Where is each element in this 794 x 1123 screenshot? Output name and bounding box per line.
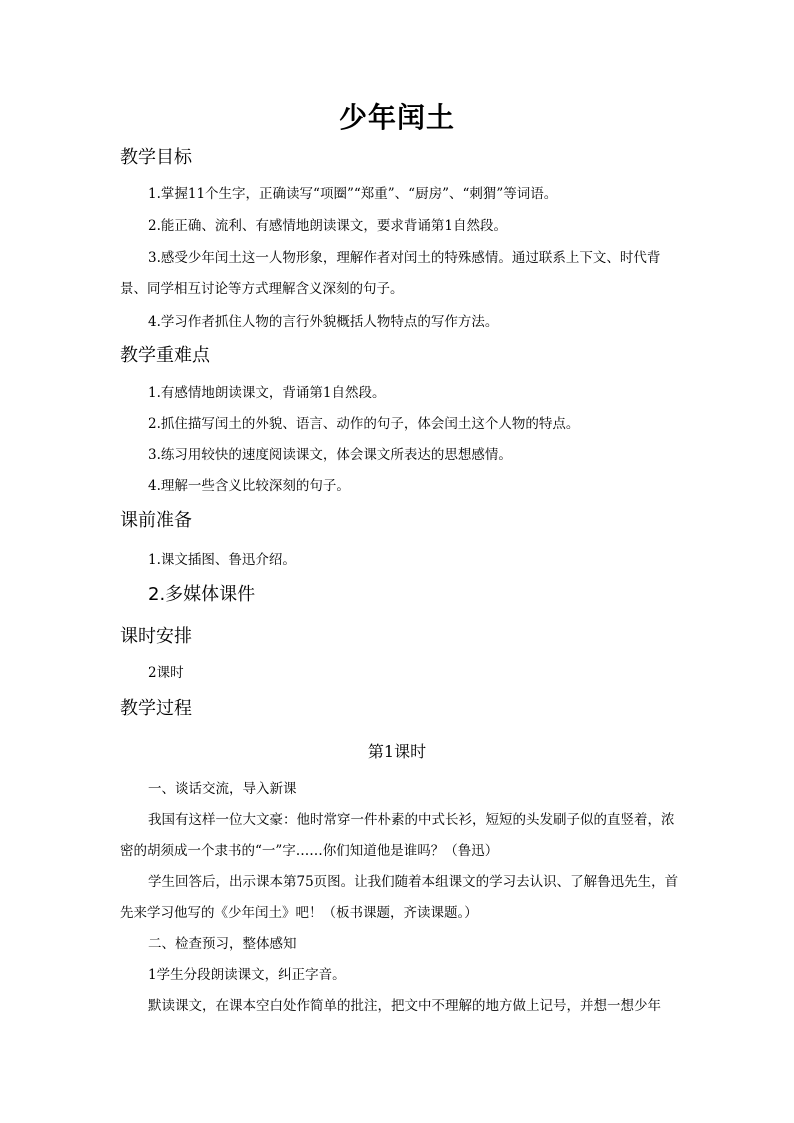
heading-process: 教学过程 — [120, 698, 192, 719]
process-paragraph: 一、谈话交流，导入新课 — [148, 781, 297, 797]
key-point-item: 2.抓住描写闰土的外貌、语言、动作的句子，体会闰土这个人物的特点。 — [148, 416, 580, 432]
goal-item: 4.学习作者抓住人物的言行外貌概括人物特点的写作方法。 — [148, 314, 499, 330]
preparation-item: 1.课文插图、鲁迅介绍。 — [148, 552, 296, 568]
key-point-item: 1.有感情地朗读课文，背诵第1自然段。 — [148, 385, 386, 401]
heading-key-points: 教学重难点 — [120, 345, 210, 366]
goal-item: 1.掌握11个生字，正确读写“项圈”“郑重”、“厨房”、“刺猬”等词语。 — [148, 186, 558, 202]
schedule-item: 2课时 — [148, 665, 184, 681]
heading-preparation: 课前准备 — [120, 510, 192, 531]
process-paragraph: 我国有这样一位大文豪：他时常穿一件朴素的中式长衫，短短的头发刷子似的直竖着，浓密的胡须成一个隶书的“一”字……你们知道他是谁吗？（鲁迅） — [120, 812, 675, 859]
goal-item: 2.能正确、流利、有感情地朗读课文，要求背诵第1自然段。 — [148, 218, 507, 234]
document-title: 少年闰土 — [338, 101, 455, 134]
preparation-subheading: 2.多媒体课件 — [148, 584, 256, 605]
heading-schedule: 课时安排 — [120, 626, 192, 647]
process-paragraph: 二、检查预习，整体感知 — [148, 936, 297, 952]
process-paragraph: 1学生分段朗读课文，纠正字音。 — [148, 967, 346, 983]
key-point-item: 3.练习用较快的速度阅读课文，体会课文所表达的思想感情。 — [148, 447, 512, 463]
heading-teaching-goals: 教学目标 — [120, 147, 192, 168]
process-paragraph: 学生回答后，出示课本第75页图。让我们随着本组课文的学习去认识、了解鲁迅先生，首先来学习他写的《少年闰土》吧！（板书课题，齐读课题。） — [120, 874, 679, 921]
goal-item: 3.感受少年闰土这一人物形象，理解作者对闰土的特殊感情。通过联系上下文、时代背景、同学相互讨论等方式理解含义深刻的句子。 — [120, 250, 661, 297]
lesson-title: 第1课时 — [367, 742, 427, 761]
key-point-item: 4.理解一些含义比较深刻的句子。 — [148, 478, 350, 494]
process-paragraph: 默读课文，在课本空白处作简单的批注，把文中不理解的地方做上记号，并想一想少年 — [148, 998, 661, 1014]
